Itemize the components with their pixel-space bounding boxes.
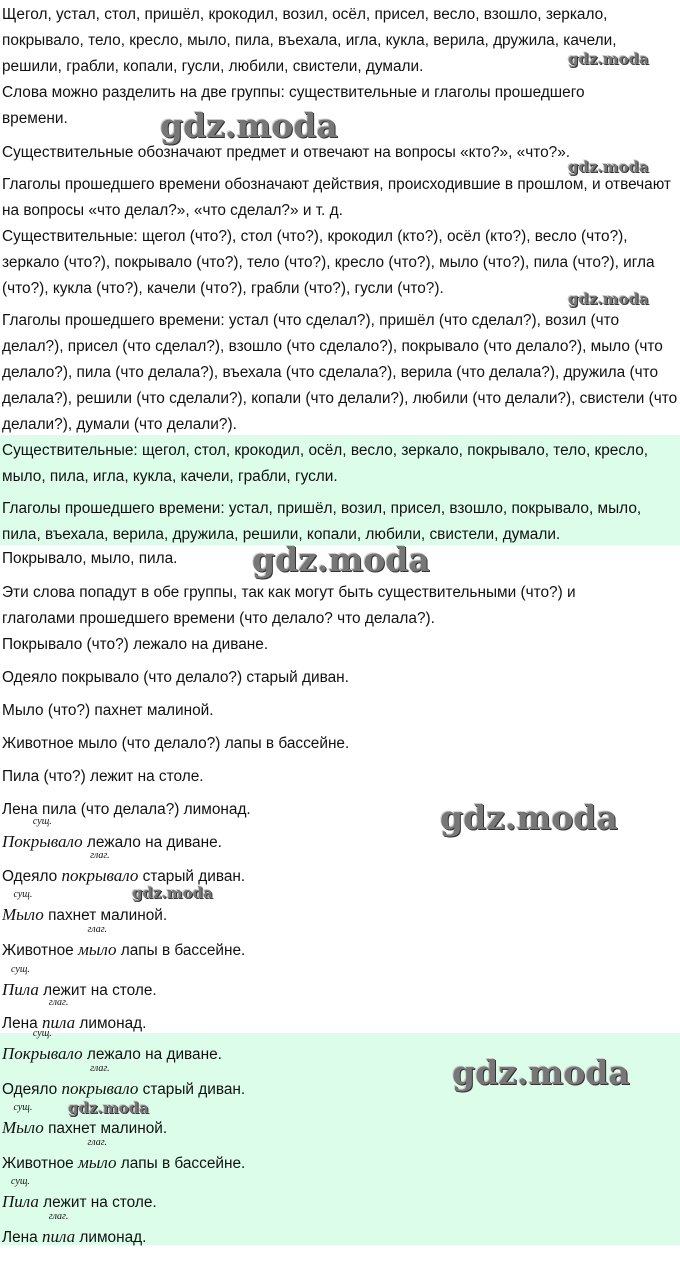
verbs-definition: Глаголы прошедшего времени обозначают действия, происходившие в прошлом, и отвечают на вопросы «что делал?», «что сделал?» и т. д. (2, 176, 671, 219)
verb-mark: глаг. (90, 850, 110, 861)
nouns-definition: Существительные обозначают предмет и отвечают на вопросы «кто?», «что?». (2, 144, 571, 161)
noun-mark: сущ. (11, 1176, 30, 1187)
noun-mark: сущ. (13, 889, 33, 900)
watermark-logo: gdz.moda (568, 50, 649, 68)
watermark-logo: gdz.moda (568, 290, 649, 308)
marked-sentence-6: Лена глаг. пила лимонад. (2, 997, 147, 1032)
verb-mark: глаг. (48, 1211, 69, 1222)
noun-mark: сущ. (32, 1028, 52, 1039)
verb-mark: глаг. (48, 997, 69, 1008)
verb-mark: глаг. (90, 1063, 110, 1074)
marked-sentence-3: сущ. Мыло пахнет малиной. (2, 889, 168, 924)
groups-paragraph: Слова можно разделить на две группы: существительные и глаголы прошедшего времени. (2, 84, 585, 127)
watermark-logo: gdz.moda (160, 106, 338, 145)
verb-mark: глаг. (87, 1137, 107, 1148)
verb-mark: глаг. (87, 924, 107, 935)
marked-sentence-4: Животное глаг. мыло лапы в бассейне. (2, 924, 246, 959)
sentence-6: Лена пила (что делала?) лимонад. (2, 801, 251, 818)
noun-mark: сущ. (13, 1102, 33, 1113)
both-groups-explanation: Эти слова попадут в обе группы, так как могут быть существительными (что?) и глаголами прошедшего времени (что делало? что делала?). (2, 584, 576, 627)
marked-sentence-5: сущ. Пила лежит на столе. (2, 964, 157, 999)
answer-marked-sentence-3: сущ. Мыло пахнет малиной. (2, 1102, 168, 1137)
watermark-logo: gdz.moda (252, 540, 430, 579)
answer-marked-sentence-4: Животное глаг. мыло лапы в бассейне. (2, 1137, 246, 1172)
words-paragraph: Щегол, устал, стол, пришёл, крокодил, возил, осёл, присел, весло, взошло, зеркало, покрывало, тело, кресло, мыло, пила, въехала, игла, кукла, верила, дружила, качели, решили, грабли, копали, гусли, любили, свистели, думали. (2, 6, 617, 75)
noun-mark: сущ. (11, 964, 30, 975)
marked-sentence-1: сущ. Покрывало лежало на диване. (2, 816, 222, 851)
marked-sentence-2: Одеяло глаг. покрывало старый диван. (2, 850, 246, 885)
sentence-2: Одеяло покрывало (что делало?) старый диван. (2, 669, 349, 686)
watermark-logo: gdz.moda (452, 1053, 630, 1092)
watermark-logo: gdz.moda (568, 158, 649, 176)
answer-marked-sentence-6: Лена глаг. пила лимонад. (2, 1211, 147, 1246)
both-groups-words: Покрывало, мыло, пила. (2, 550, 178, 567)
sentence-5: Пила (что?) лежит на столе. (2, 768, 204, 785)
answer-marked-sentence-5: сущ. Пила лежит на столе. (2, 1176, 157, 1211)
verbs-with-questions: Глаголы прошедшего времени: устал (что сделал?), пришёл (что сделал?), возил (что делал?), присел (что сделал?), взошло (что сделало?), покрывало (что делало?), мыло (что делало?), пила (что делала?), въехала (что сделала?), верила (что делала?), дружила (что делала?), решили (что сделали?), копали (что делали?), любили (что делали?), свистели (что делали?), думали (что делали?). (2, 312, 678, 433)
answer-verbs: Глаголы прошедшего времени: устал, пришёл, возил, присел, взошло, покрывало, мыло, пила, въехала, верила, дружила, решили, копали, любили, свистели, думали. (2, 500, 642, 543)
answer-marked-sentence-1: сущ. Покрывало лежало на диване. (2, 1028, 222, 1063)
noun-mark: сущ. (32, 816, 52, 827)
watermark-logo: gdz.moda (68, 1099, 149, 1117)
sentence-3: Мыло (что?) пахнет малиной. (2, 702, 214, 719)
answer-nouns: Существительные: щегол, стол, крокодил, осёл, весло, зеркало, покрывало, тело, кресло, мыло, пила, игла, кукла, качели, грабли, гусли. (2, 442, 649, 485)
sentence-1: Покрывало (что?) лежало на диване. (2, 636, 269, 653)
nouns-with-questions: Существительные: щегол (что?), стол (что?), крокодил (кто?), осёл (кто?), весло (что?), зеркало (что?), покрывало (что?), тело (что?), кресло (что?), мыло (что?), пила (что?), игла (что?), кукла (что?), качели (что?), грабли (что?), гусли (что?). (2, 228, 655, 297)
answer-marked-sentence-2: Одеяло глаг. покрывало старый диван. (2, 1063, 246, 1098)
watermark-logo: gdz.moda (132, 884, 213, 902)
sentence-4: Животное мыло (что делало?) лапы в бассейне. (2, 735, 350, 752)
watermark-logo: gdz.moda (440, 798, 618, 837)
